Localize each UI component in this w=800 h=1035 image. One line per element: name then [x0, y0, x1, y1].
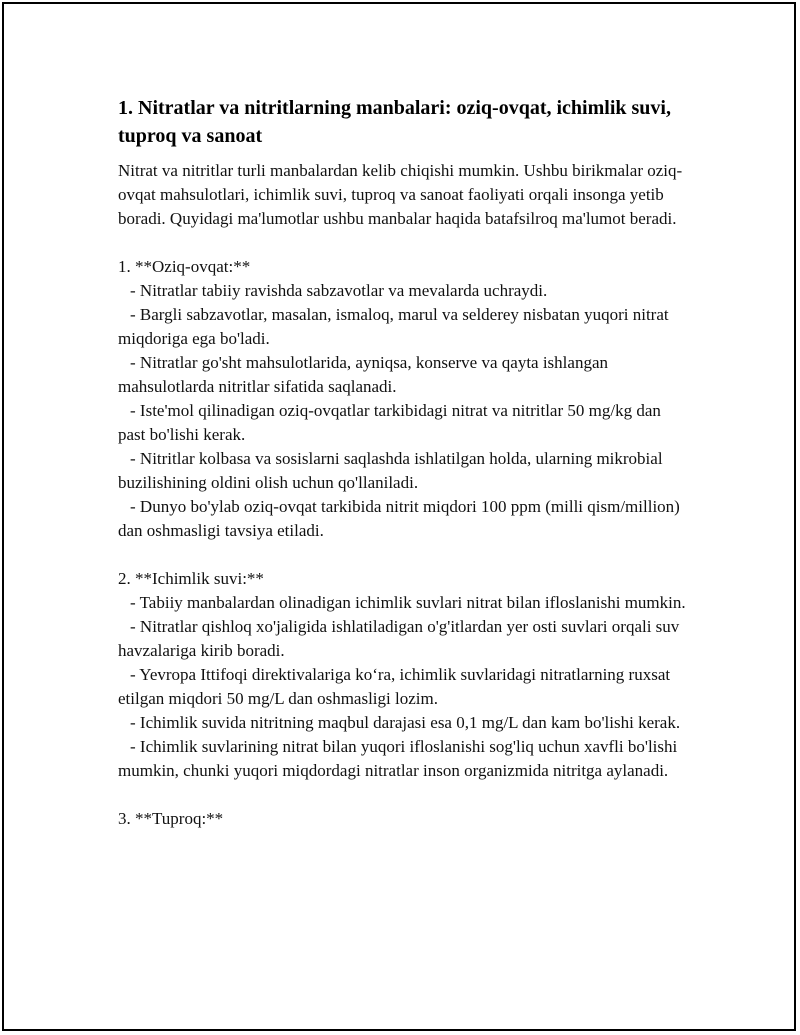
list-item: - Nitritlar kolbasa va sosislarni saqlashda ishlatilgan holda, ularning mikrobial buzilishining oldini olish uchun qo'llaniladi. — [118, 449, 663, 492]
list-item: - Tabiiy manbalardan olinadigan ichimlik suvlari nitrat bilan ifloslanishi mumkin. — [130, 593, 686, 612]
list-item: - Nitratlar tabiiy ravishda sabzavotlar va mevalarda uchraydi. — [130, 281, 548, 300]
list-item: - Ichimlik suvida nitritning maqbul darajasi esa 0,1 mg/L dan kam bo'lishi kerak. — [130, 713, 681, 732]
list-item: - Dunyo bo'ylab oziq-ovqat tarkibida nitrit miqdori 100 ppm (milli qism/million) dan oshmasligi tavsiya etiladi. — [118, 497, 680, 540]
section-soil — [118, 807, 688, 831]
document-body — [118, 94, 688, 831]
section-title: 2. **Ichimlik suvi:** — [118, 569, 264, 588]
section-drinking-water — [118, 567, 688, 783]
section-title: 3. **Tuproq:** — [118, 809, 224, 828]
list-item: - Bargli sabzavotlar, masalan, ismaloq, marul va selderey nisbatan yuqori nitrat miqdoriga ega bo'ladi. — [118, 305, 669, 348]
spacer — [118, 783, 688, 807]
document-heading: 1. Nitratlar va nitritlarning manbalari: oziq-ovqat, ichimlik suvi, tuproq va sanoat — [118, 97, 671, 147]
section-food — [118, 255, 688, 543]
list-item: - Yevropa Ittifoqi direktivalariga koʻra, ichimlik suvlaridagi nitratlarning ruxsat etilgan miqdori 50 mg/L dan oshmasligi lozim. — [118, 665, 671, 708]
spacer — [118, 543, 688, 567]
spacer — [118, 231, 688, 255]
intro-paragraph: Nitrat va nitritlar turli manbalardan kelib chiqishi mumkin. Ushbu birikmalar oziq-ovqat mahsulotlari, ichimlik suvi, tuproq va sanoat faoliyati orqali insonga yetib boradi. Quyidagi ma'lumotlar ushbu manbalar haqida batafsilroq ma'lumot beradi. — [118, 161, 683, 228]
list-item: - Nitratlar go'sht mahsulotlarida, ayniqsa, konserve va qayta ishlangan mahsulotlarda nitritlar sifatida saqlanadi. — [118, 353, 608, 396]
list-item: - Ichimlik suvlarining nitrat bilan yuqori ifloslanishi sog'liq uchun xavfli bo'lishi mumkin, chunki yuqori miqdordagi nitratlar inson organizmida nitritga aylanadi. — [118, 737, 678, 780]
list-item: - Nitratlar qishloq xo'jaligida ishlatiladigan o'g'itlardan yer osti suvlari orqali suv havzalariga kirib boradi. — [118, 617, 680, 660]
section-title: 1. **Oziq-ovqat:** — [118, 257, 251, 276]
list-item: - Iste'mol qilinadigan oziq-ovqatlar tarkibidagi nitrat va nitritlar 50 mg/kg dan past bo'lishi kerak. — [118, 401, 661, 444]
